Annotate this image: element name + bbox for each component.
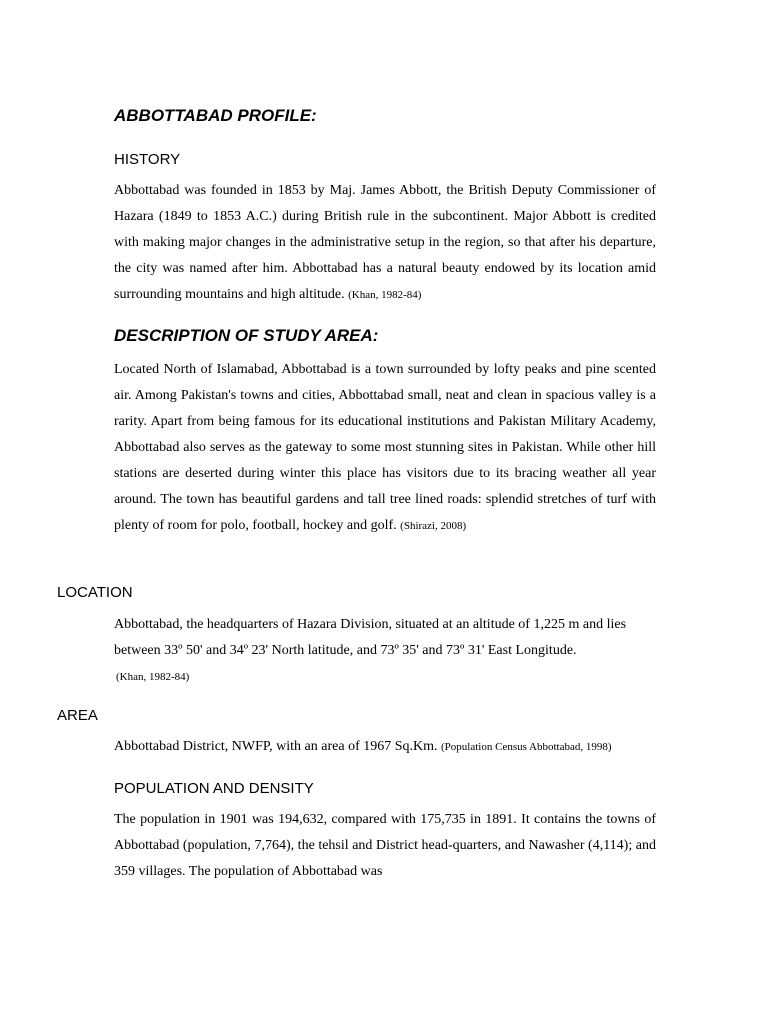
- history-paragraph: [114, 178, 656, 308]
- population-text: The population in 1901 was 194,632, compared with 175,735 in 1891. It contains the towns of Abbottabad (population, 7,764), the tehsil and District head-quarters, and Nawasher (4,114); and 359 villages. The population of Abbottabad was: [114, 812, 656, 879]
- history-heading: HISTORY: [114, 151, 181, 168]
- area-paragraph: [114, 734, 656, 760]
- page-title: ABBOTTABAD PROFILE:: [114, 106, 317, 125]
- population-heading: POPULATION AND DENSITY: [114, 780, 314, 797]
- area-heading: AREA: [57, 707, 98, 724]
- description-heading: DESCRIPTION OF STUDY AREA:: [114, 326, 379, 345]
- location-citation: (Khan, 1982-84): [116, 671, 190, 683]
- area-text: Abbottabad District, NWFP, with an area of 1967 Sq.Km.: [114, 739, 438, 754]
- location-heading: LOCATION: [57, 584, 133, 601]
- description-citation: (Shirazi, 2008): [400, 520, 467, 532]
- location-paragraph: [114, 612, 656, 664]
- location-line-1: Abbottabad, the headquarters of Hazara Division, situated at an altitude of 1,225 m and lies: [114, 617, 627, 632]
- description-paragraph: [114, 357, 656, 539]
- history-text: Abbottabad was founded in 1853 by Maj. James Abbott, the British Deputy Commissioner of Hazara (1849 to 1853 A.C.) during British rule in the subcontinent. Major Abbott is credited with making major changes in the administrative setup in the region, so that after his departure, the city was named after him. Abbottabad has a natural beauty endowed by its location amid surrounding mountains and high altitude.: [114, 183, 656, 302]
- description-text: Located North of Islamabad, Abbottabad is a town surrounded by lofty peaks and pine scented air. Among Pakistan's towns and cities, Abbottabad small, neat and clean in spacious valley is a rarity. Apart from being famous for its educational institutions and Pakistan Military Academy, Abbottabad also serves as the gateway to some most stunning sites in Pakistan. While other hill stations are deserted during winter this place has visitors due to its bracing weather all year around. The town has beautiful gardens and tall tree lined roads: splendid stretches of turf with plenty of room for polo, football, hockey and golf.: [114, 362, 656, 533]
- history-citation: (Khan, 1982-84): [348, 289, 422, 301]
- population-paragraph: [114, 807, 656, 885]
- area-citation: (Population Census Abbottabad, 1998): [441, 741, 612, 753]
- location-line-2: between 33º 50' and 34º 23' North latitude, and 73º 35' and 73º 31' East Longitude.: [114, 643, 577, 658]
- location-citation-line: [116, 664, 658, 690]
